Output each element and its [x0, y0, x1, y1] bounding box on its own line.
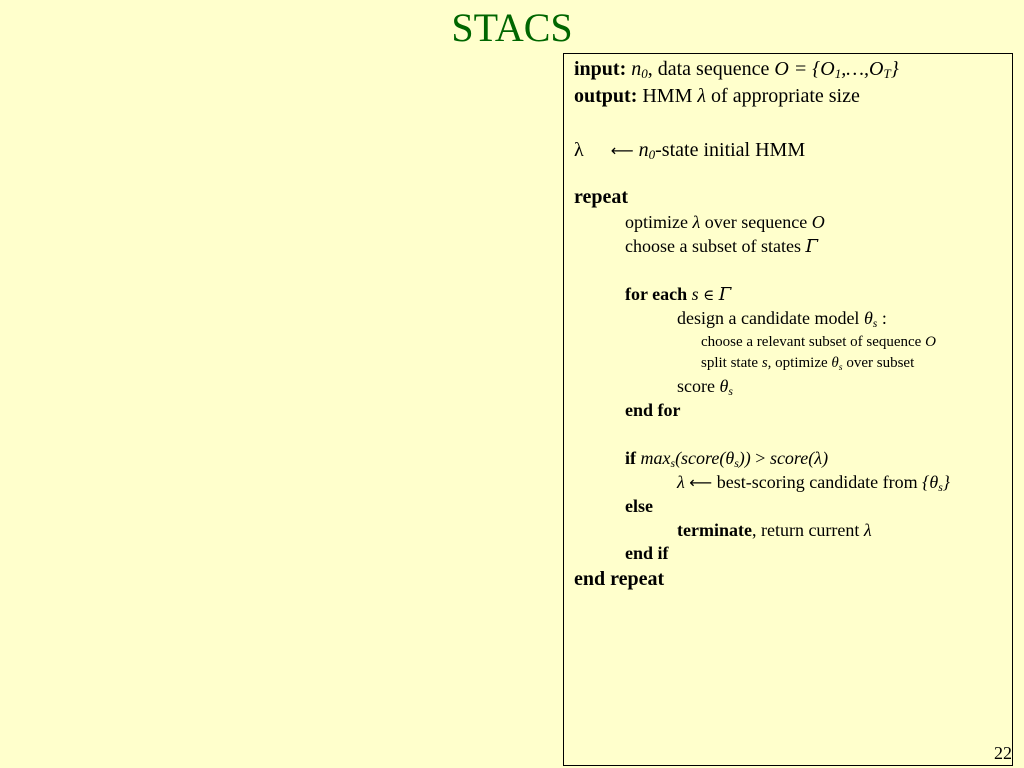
input-keyword: input:: [574, 58, 627, 80]
input-seq-end: }: [890, 58, 899, 80]
optimize-text-a: optimize: [625, 212, 693, 232]
input-seq-mid: ,…,O: [841, 58, 884, 80]
split-text-b: , optimize: [767, 355, 832, 371]
terminate-lambda: λ: [863, 520, 872, 540]
split-text-a: split state: [701, 355, 762, 371]
terminate-line: [677, 520, 872, 541]
slide-title: STACS: [451, 5, 573, 50]
input-n: n: [631, 58, 642, 80]
foreach-line: [625, 284, 731, 305]
score-theta: θ: [719, 376, 729, 396]
terminate-keyword: terminate: [677, 520, 752, 540]
choose-states-text: choose a subset of states: [625, 236, 806, 256]
best-brace-open: {: [922, 472, 930, 492]
cond-close: )): [738, 448, 751, 468]
score-line: [677, 376, 733, 398]
cond-max: max: [640, 448, 671, 468]
best-theta-sub: s: [938, 481, 943, 494]
best-text: best-scoring candidate from: [712, 472, 923, 492]
optimize-text-b: over sequence: [700, 212, 812, 232]
init-n-sub: 0: [648, 147, 656, 162]
cond-theta: θ: [725, 448, 735, 468]
init-text: -state initial HMM: [655, 139, 806, 161]
if-line: [625, 448, 828, 470]
init-n: n: [638, 139, 649, 161]
input-line: [574, 58, 899, 82]
best-lambda: λ: [677, 472, 685, 492]
best-brace-close: }: [942, 472, 950, 492]
foreach-s: s: [691, 284, 699, 304]
cond-end: ): [822, 448, 829, 468]
best-theta: θ: [929, 472, 939, 492]
optimize-O: O: [811, 212, 825, 232]
split-line: [701, 355, 914, 373]
cond-lambda: λ: [814, 448, 823, 468]
foreach-gamma: Γ: [718, 284, 732, 305]
terminate-text: , return current: [751, 520, 864, 540]
cond-max-sub: s: [670, 457, 676, 470]
foreach-keyword: for each: [625, 284, 688, 304]
design-text: design a candidate model: [677, 308, 864, 328]
output-text-b: of appropriate size: [706, 85, 860, 107]
output-lambda: λ: [697, 85, 707, 107]
design-colon: :: [877, 308, 887, 328]
split-theta: θ: [831, 355, 839, 371]
output-keyword: output:: [574, 85, 638, 107]
repeat-keyword: repeat: [574, 186, 629, 208]
input-seq-sub2: T: [883, 66, 891, 81]
optimize-line: [625, 212, 825, 233]
score-text: score: [677, 376, 720, 396]
init-line: [574, 139, 805, 163]
input-n-sub: 0: [641, 66, 648, 81]
output-text-a: HMM: [637, 85, 698, 107]
split-s: s: [761, 355, 768, 371]
left-arrow-icon: ⟵: [689, 473, 713, 492]
design-theta-sub: s: [872, 317, 878, 330]
element-of-symbol: ∈: [703, 286, 715, 304]
best-line: [677, 472, 950, 494]
output-line: [574, 85, 860, 108]
choose-relevant-text: choose a relevant subset of sequence: [701, 334, 926, 350]
gamma-symbol: Γ: [805, 236, 818, 257]
else-keyword: else: [625, 496, 653, 516]
input-seq-sub1: 1: [834, 66, 842, 81]
endrepeat-keyword: end repeat: [574, 568, 665, 590]
init-lambda: λ: [574, 139, 584, 161]
cond-theta-sub: s: [734, 457, 739, 470]
optimize-lambda: λ: [692, 212, 701, 232]
input-seq: O = {O: [774, 58, 835, 80]
cond-score: score(: [769, 448, 815, 468]
split-theta-sub: s: [838, 362, 843, 373]
page-number: 22: [994, 743, 1012, 763]
score-theta-sub: s: [728, 385, 733, 398]
choose-states-line: [625, 236, 818, 257]
split-text-c: over subset: [842, 355, 915, 371]
endif-keyword: end if: [625, 543, 669, 563]
design-line: [677, 308, 887, 330]
input-mid-text: , data sequence: [647, 58, 775, 80]
choose-relevant-O: O: [925, 334, 936, 350]
cond-open: (score(: [675, 448, 726, 468]
if-keyword: if: [625, 448, 636, 468]
choose-relevant-line: [701, 334, 936, 351]
left-arrow-icon: ⟵: [610, 141, 634, 160]
design-theta: θ: [863, 308, 873, 328]
cond-gt: >: [750, 448, 770, 468]
endfor-keyword: end for: [625, 400, 681, 420]
